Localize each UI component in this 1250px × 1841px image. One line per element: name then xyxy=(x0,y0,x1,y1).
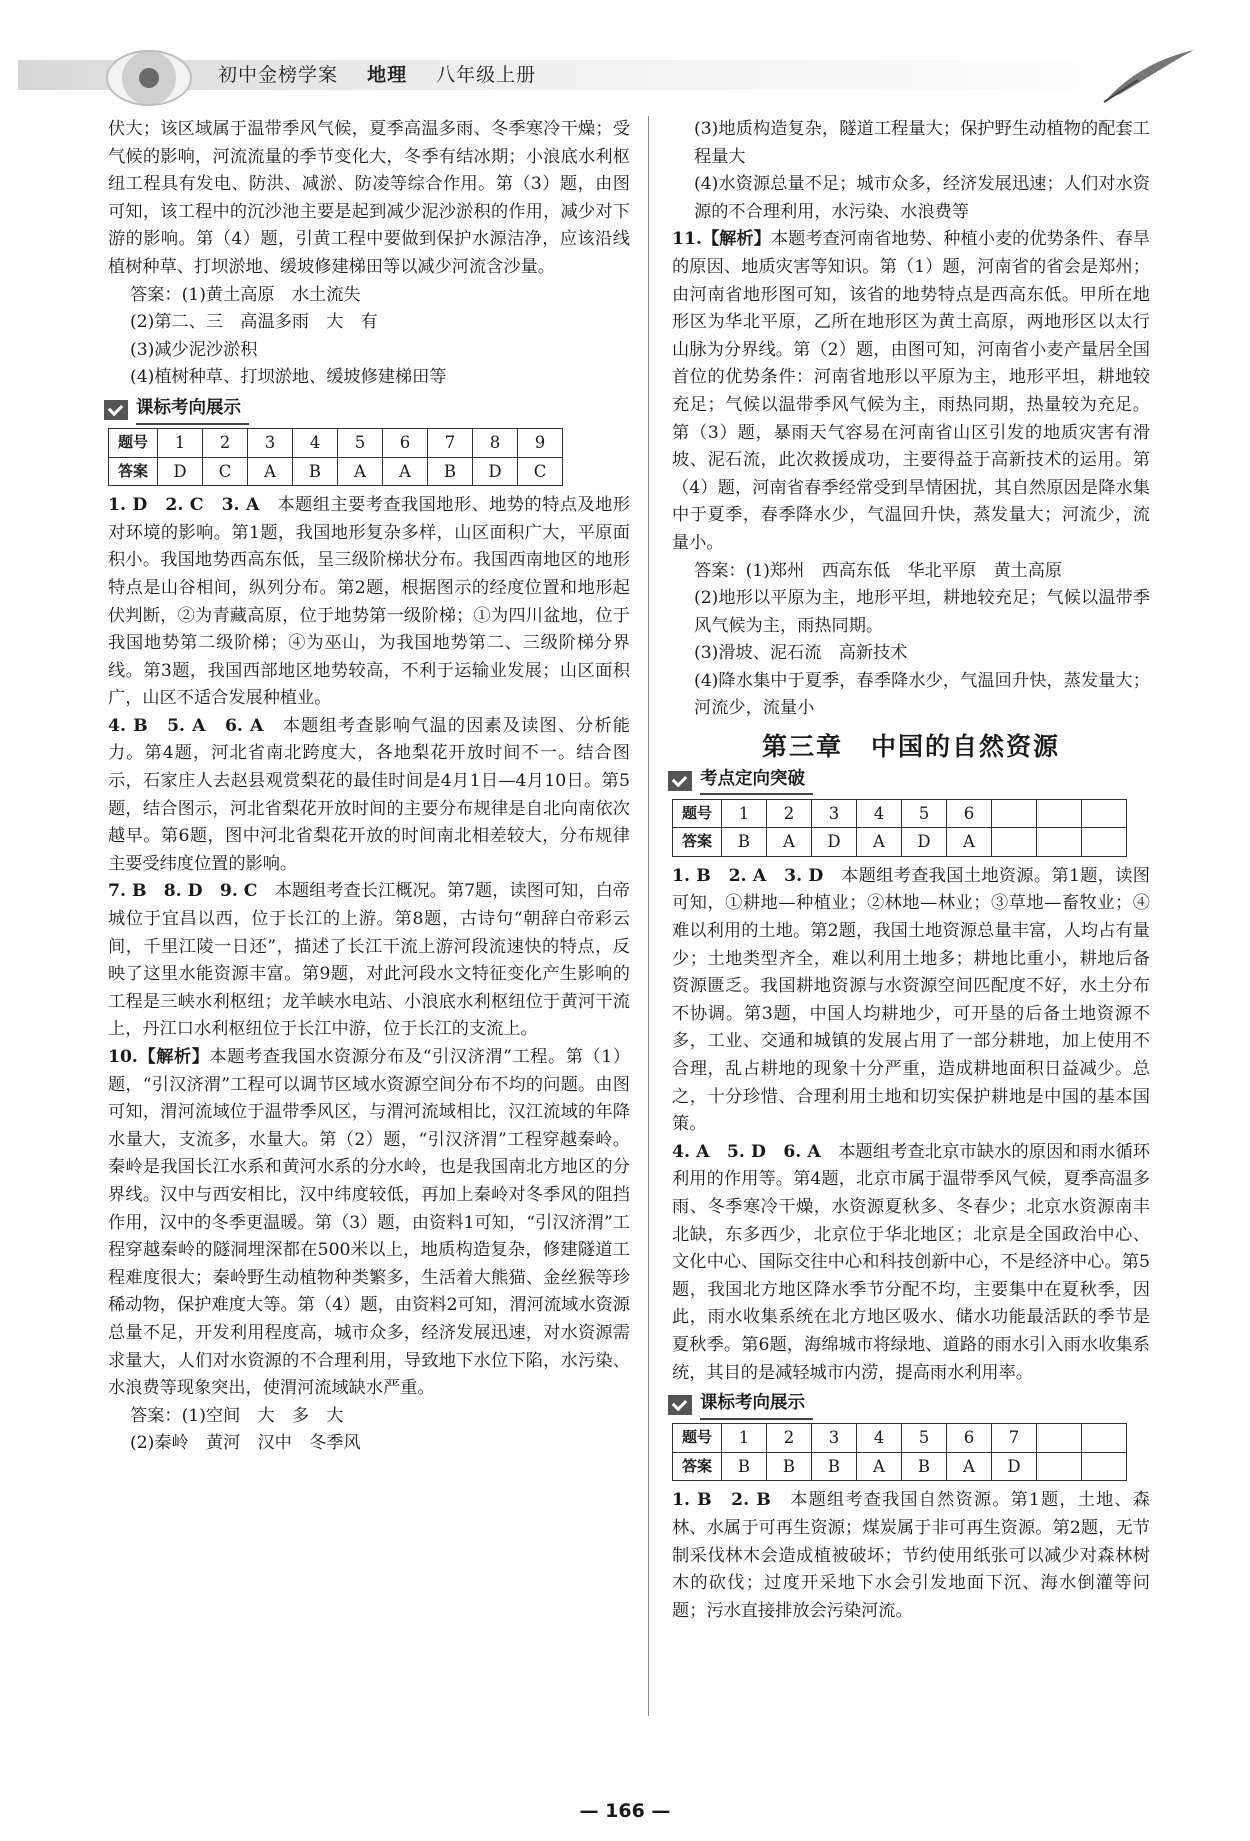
table-header: 题号 xyxy=(673,1424,722,1453)
answer-line: (4)植树种草、打坝淤地、缓坡修建梯田等 xyxy=(130,367,447,388)
question-explanation xyxy=(108,713,630,879)
question-numbers: 4. B 5. A 6. A xyxy=(108,715,264,736)
table-cell: A xyxy=(857,1452,902,1481)
answer-line: (3)滑坡、泥石流 高新技术 xyxy=(694,643,908,664)
table-cell: A xyxy=(947,828,992,857)
table-row xyxy=(109,428,563,457)
section-heading xyxy=(668,767,1150,795)
table-cell: 4 xyxy=(857,799,902,828)
question-explanation xyxy=(108,878,630,1044)
table-cell: D xyxy=(902,828,947,857)
table-row xyxy=(673,1452,1127,1481)
table-cell: A xyxy=(947,1452,992,1481)
explanation-text: 本题组考查我国土地资源。第1题，读图可知，①耕地—种植业；②林地—林业；③草地—畜牧业；④难以利用的土地。第2题，我国土地资源总量丰富，人均占有量少；土地类型齐全，难以利用土地多；耕地比重小，耕地后备资源匮乏。我国耕地资源与水资源空间匹配度不好，水土分布不协调。第3题，中国人均耕地少，可开垦的后备土地资源不多，工业、交通和城镇的发展占用了一部分耕地，加上使用不合理，乱占耕地的现象十分严重，造成耕地面积日益减少。总之，十分珍惜、合理利用土地和切实保护耕地是中国的基本国策。 xyxy=(672,865,1150,1135)
table-cell xyxy=(1082,1424,1127,1453)
answer-table xyxy=(108,428,563,486)
question-numbers: 1. D 2. C 3. A xyxy=(108,495,260,516)
question-numbers: 11.【解析】 xyxy=(672,229,771,250)
table-cell: 2 xyxy=(767,799,812,828)
question-numbers: 7. B 8. D 9. C xyxy=(108,881,258,902)
table-cell: 4 xyxy=(293,428,338,457)
table-cell: B xyxy=(293,457,338,486)
intro-paragraph: 伏大；该区域属于温带季风气候，夏季高温多雨、冬季寒冷干燥；受气候的影响，河流流量的季节变化大，冬季有结冰期；小浪底水利枢纽工程具有发电、防洪、减淤、防凌等综合作用。第（3）题，由图可知，该工程中的沉沙池主要是起到减少泥沙淤积的作用，减少对下游的影响。第（4）题，引黄工程中要做到保护水源洁净，应该沿线植树种草、打坝淤地、缓坡修建梯田等以减少河流含沙量。 xyxy=(108,119,630,277)
table-header: 题号 xyxy=(109,428,158,457)
answer-table xyxy=(672,799,1127,857)
question-numbers: 1. B 2. A 3. D xyxy=(672,865,824,886)
table-cell: A xyxy=(338,457,383,486)
explanation-text: 本题组考查我国自然资源。第1题，土地、森林、水属于可再生资源；煤炭属于非可再生资源。第2题，无节制采伐林木会造成植被破坏；节约使用纸张可以减少对森林树木的砍伐；过度开采地下水会引发地面下沉、海水倒灌等问题；污水直接排放会污染河流。 xyxy=(672,1490,1150,1621)
table-cell: 6 xyxy=(947,799,992,828)
section-check-icon xyxy=(668,1395,692,1415)
table-cell: 9 xyxy=(518,428,563,457)
table-cell: 3 xyxy=(812,1424,857,1453)
chapter-name: 中国的自然资源 xyxy=(871,732,1061,762)
question-explanation xyxy=(672,863,1150,1139)
table-cell: 1 xyxy=(158,428,203,457)
table-cell xyxy=(1082,1452,1127,1481)
table-cell: C xyxy=(518,457,563,486)
question-explanation xyxy=(672,226,1150,557)
table-cell: B xyxy=(722,1452,767,1481)
answer-line: 答案：(1)空间 大 多 大 xyxy=(130,1405,344,1426)
page-header xyxy=(18,46,1198,104)
table-cell xyxy=(1037,1424,1082,1453)
table-cell: D xyxy=(473,457,518,486)
table-cell: C xyxy=(203,457,248,486)
table-cell xyxy=(992,799,1037,828)
table-cell: D xyxy=(158,457,203,486)
table-row xyxy=(109,457,563,486)
book-logo-icon xyxy=(106,50,192,106)
explanation-text: 本题组考查长江概况。第7题，读图可知，白帝城位于宜昌以西，位于长江的上游。第8题，古诗句“朝辞白帝彩云间，千里江陵一日还”，描述了长江干流上游河段流速快的特点，反映了这里水能资源丰富。第9题，对此河段水文特征变化产生影响的工程是三峡水利枢纽；龙羊峡水电站、小浪底水利枢纽位于黄河干流上，丹江口水利枢纽位于长江中游，位于长江的支流上。 xyxy=(108,881,630,1040)
table-header: 答案 xyxy=(673,828,722,857)
grade-title: 八年级上册 xyxy=(436,64,537,86)
section-title: 考点定向突破 xyxy=(700,766,813,796)
table-header: 答案 xyxy=(673,1452,722,1481)
table-cell: 7 xyxy=(428,428,473,457)
table-cell: 5 xyxy=(902,1424,947,1453)
explanation-text: 本题组考查北京市缺水的原因和雨水循环利用的作用等。第4题，北京市属于温带季风气候，夏季高温多雨、冬季寒冷干燥，水资源夏秋多、冬春少；北京水资源南丰北缺，东多西少，北京位于华北地区；北京是全国政治中心、文化中心、国际交往中心和科技创新中心，不是经济中心。第5题，我国北方地区降水季节分配不均，主要集中在夏秋季，因此，雨水收集系统在北方地区吸水、储水功能最活跃的季节是夏秋季。第6题，海绵城市将绿地、道路的雨水引入雨水收集系统，其目的是减轻城市内涝，提高雨水利用率。 xyxy=(672,1141,1150,1383)
feather-icon xyxy=(1098,46,1198,104)
table-cell: 2 xyxy=(203,428,248,457)
answer-line: (2)秦岭 黄河 汉中 冬季风 xyxy=(130,1433,361,1454)
table-cell xyxy=(1082,799,1127,828)
page-number: — 166 — xyxy=(579,1800,671,1822)
answer-line: (3)地质构造复杂，隧道工程量大；保护野生动植物的配套工程量大 xyxy=(694,119,1150,167)
section-title: 课标考向展示 xyxy=(700,1390,813,1420)
section-heading xyxy=(104,396,630,424)
table-cell: 2 xyxy=(767,1424,812,1453)
table-cell xyxy=(1037,799,1082,828)
table-row xyxy=(673,828,1127,857)
answer-table xyxy=(672,1423,1127,1481)
table-cell xyxy=(992,828,1037,857)
table-cell: A xyxy=(248,457,293,486)
table-cell: B xyxy=(902,1452,947,1481)
explanation-text: 本题组考查影响气温的因素及读图、分析能力。第4题，河北省南北跨度大，各地梨花开放时间不一。结合图示，石家庄人去赵县观赏梨花的最佳时间是4月1日—4月10日。第5题，结合图示，河北省梨花开放时间的主要分布规律是自北向南依次越早。第6题，图中河北省梨花开放的时间南北相差较大，分布规律主要受纬度位置的影响。 xyxy=(108,715,630,874)
answer-line: 答案：(1)郑州 西高东低 华北平原 黄土高原 xyxy=(694,560,1063,581)
explanation-text: 本题考查河南省地势、种植小麦的优势条件、春旱的原因、地质灾害等知识。第（1）题，河南省的省会是郑州；由河南省地形图可知，该省的地势特点是西高东低。甲所在地形区为华北平原，乙所在地形区为黄土高原，两地形区以太行山脉为分界线。第（2）题，由图可知，河南省小麦产量居全国首位的优势条件：河南省地形以平原为主，地形平坦，耕地较充足；气候以温带季风气候为主，雨热同期，热量较为充足。第（3）题，暴雨天气容易在河南省山区引发的地质灾害有滑坡、泥石流，此次救援成功，主要得益于高新技术的运用。第（4）题，河南省春季经常受到旱情困扰，其自然原因是降水集中于夏季，春季降水少，气温回升快，蒸发量大；河流少，流量小。 xyxy=(672,229,1150,553)
answer-line: (2)第二、三 高温多雨 大 有 xyxy=(130,312,378,333)
header-title xyxy=(218,60,558,87)
table-cell: 5 xyxy=(338,428,383,457)
answer-line: (4)降水集中于夏季，春季降水少，气温回升快，蒸发量大；河流少，流量小 xyxy=(694,670,1150,719)
left-column xyxy=(108,116,630,1458)
answer-line: 答案：(1)黄土高原 水土流失 xyxy=(130,284,361,305)
table-cell: B xyxy=(428,457,473,486)
chapter-number: 第三章 xyxy=(761,732,843,762)
table-header: 答案 xyxy=(109,457,158,486)
table-cell: B xyxy=(812,1452,857,1481)
table-cell: 3 xyxy=(248,428,293,457)
chapter-title xyxy=(672,733,1150,761)
question-explanation xyxy=(108,492,630,713)
answer-line: (2)地形以平原为主，地形平坦，耕地较充足；气候以温带季风气候为主，雨热同期。 xyxy=(694,588,1150,636)
table-cell: D xyxy=(812,828,857,857)
table-cell: 6 xyxy=(383,428,428,457)
table-cell xyxy=(1037,828,1082,857)
table-header: 题号 xyxy=(673,799,722,828)
table-cell: B xyxy=(722,828,767,857)
table-cell: 4 xyxy=(857,1424,902,1453)
table-cell: 1 xyxy=(722,1424,767,1453)
table-cell: 5 xyxy=(902,799,947,828)
table-cell: A xyxy=(383,457,428,486)
question-explanation xyxy=(108,1044,630,1403)
table-cell xyxy=(1082,828,1127,857)
answer-line: (3)减少泥沙淤积 xyxy=(130,339,258,360)
table-cell: 1 xyxy=(722,799,767,828)
section-heading xyxy=(668,1391,1150,1419)
question-explanation xyxy=(672,1487,1150,1625)
question-numbers: 4. A 5. D 6. A xyxy=(672,1141,821,1162)
question-explanation xyxy=(672,1139,1150,1387)
table-cell: A xyxy=(857,828,902,857)
table-cell: B xyxy=(767,1452,812,1481)
question-numbers: 10.【解析】 xyxy=(108,1047,210,1067)
book-title: 初中金榜学案 xyxy=(218,64,339,86)
table-cell xyxy=(1037,1452,1082,1481)
section-check-icon xyxy=(668,771,692,791)
subject-title: 地理 xyxy=(367,64,408,86)
question-numbers: 1. B 2. B xyxy=(672,1490,771,1511)
answer-line: (4)水资源总量不足；城市众多，经济发展迅速；人们对水资源的不合理利用，水污染、水浪费等 xyxy=(694,174,1150,222)
section-title: 课标考向展示 xyxy=(136,395,249,425)
right-column xyxy=(672,116,1150,1625)
section-check-icon xyxy=(104,400,128,420)
table-cell: 6 xyxy=(947,1424,992,1453)
table-cell: A xyxy=(767,828,812,857)
table-cell: 7 xyxy=(992,1424,1037,1453)
table-cell: 3 xyxy=(812,799,857,828)
explanation-text: 本题组主要考查我国地形、地势的特点及地形对环境的影响。第1题，我国地形复杂多样，山区面积广大，平原面积小。我国地势西高东低，呈三级阶梯状分布。我国西南地区的地形特点是山谷相间，纵列分布。第2题，根据图示的经度位置和地形起伏判断，②为青藏高原，位于地势第一级阶梯；①为四川盆地，位于我国地势第二级阶梯；④为巫山，为我国地势第二、三级阶梯分界线。第3题，我国西部地区地势较高，不利于运输业发展；山区面积广，山区不适合发展种植业。 xyxy=(108,495,630,709)
table-cell: D xyxy=(992,1452,1037,1481)
explanation-text: 本题考查我国水资源分布及“引汉济渭”工程。第（1）题，“引汉济渭”工程可以调节区域水资源空间分布不均的问题。由图可知，渭河流域位于温带季风区，与渭河流域相比，汉江流域的年降水量大，支流多，水量大。第（2）题，“引汉济渭”工程穿越秦岭。秦岭是我国长江水系和黄河水系的分水岭，也是我国南北方地区的分界线。汉中与西安相比，汉中纬度较低，再加上秦岭对冬季风的阻挡作用，汉中的冬季更温暖。第（3）题，由资料1可知，“引汉济渭”工程穿越秦岭的隧洞埋深都在500米以上，地质构造复杂，修建隧道工程难度很大；秦岭野生动植物种类繁多，生活着大熊猫、金丝猴等珍稀动物，保护难度大等。第（4）题，由资料2可知，渭河流域水资源总量不足，开发利用程度高，城市众多，经济发展迅速，对水资源需求量大，人们对水资源的不合理利用，导致地下水位下陷，水污染、水浪费等现象突出，使渭河流域缺水严重。 xyxy=(108,1047,631,1399)
table-row xyxy=(673,1424,1127,1453)
column-divider xyxy=(648,116,649,1716)
table-cell: 8 xyxy=(473,428,518,457)
table-row xyxy=(673,799,1127,828)
